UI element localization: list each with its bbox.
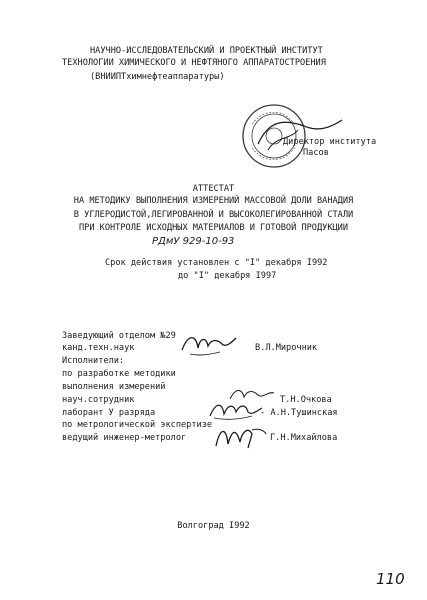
metrologist-name: Г.Н.Михайлова: [270, 433, 338, 443]
stamp-director-title: Директор института: [283, 137, 377, 147]
head-name: В.Л.Мирочник: [255, 343, 318, 353]
institute-abbreviation: (ВНИИПТхимнефтеаппаратуры): [90, 72, 225, 82]
title-line3: ПРИ КОНТРОЛЕ ИСХОДНЫХ МАТЕРИАЛОВ И ГОТОВОЙ ПРОДУКЦИИ: [78, 223, 349, 233]
document-code: РДмУ 929-10-93: [152, 236, 235, 247]
page-number: 110: [376, 570, 405, 588]
title-line2: В УГЛЕРОДИСТОЙ,ЛЕГИРОВАННОЙ И ВЫСОКОЛЕГИРОВАННОЙ СТАЛИ: [73, 210, 354, 220]
stamp-director-name: Пасов: [303, 148, 329, 158]
validity-end: до "I" декабря I997: [178, 271, 277, 281]
institute-name-line2: ТЕХНОЛОГИИ ХИМИЧЕСКОГО И НЕФТЯНОГО АППАРАТОСТРОЕНИЯ: [62, 58, 326, 68]
round-seal-stamp: [238, 100, 358, 172]
dev-line1: по разработке методики: [62, 369, 176, 379]
validity-start: Срок действия установлен с "I" декабря I992: [105, 258, 328, 268]
head-degree: канд.техн.наук: [62, 343, 135, 353]
expertise-label: по метрологической экспертизе: [62, 420, 213, 430]
executors-label: Исполнители:: [62, 356, 125, 366]
researcher-name: Т.Н.Очкова: [280, 395, 332, 405]
lab-position: лаборант У разряда: [62, 408, 156, 418]
lab-name: - А.Н.Тушинская: [260, 408, 338, 418]
title-line1: НА МЕТОДИКУ ВЫПОЛНЕНИЯ ИЗМЕРЕНИЙ МАССОВОЙ ДОЛИ ВАНАДИЯ: [73, 196, 354, 206]
metrologist-signature: [212, 422, 268, 452]
head-position: Заведующий отделом №29: [62, 331, 176, 341]
lab-signature: [208, 398, 264, 422]
city-year: Волгоград I992: [177, 521, 250, 531]
metrologist-position: ведущий инженер-метролог: [62, 433, 187, 443]
dev-line2: выполнения измерений: [62, 382, 166, 392]
head-signature: [178, 330, 238, 358]
document-heading: АТТЕСТАТ: [192, 184, 235, 194]
institute-name-line1: НАУЧНО-ИССЛЕДОВАТЕЛЬСКИЙ И ПРОЕКТНЫЙ ИНСТИТУТ: [90, 46, 323, 56]
researcher-position: науч.сотрудник: [62, 395, 135, 405]
